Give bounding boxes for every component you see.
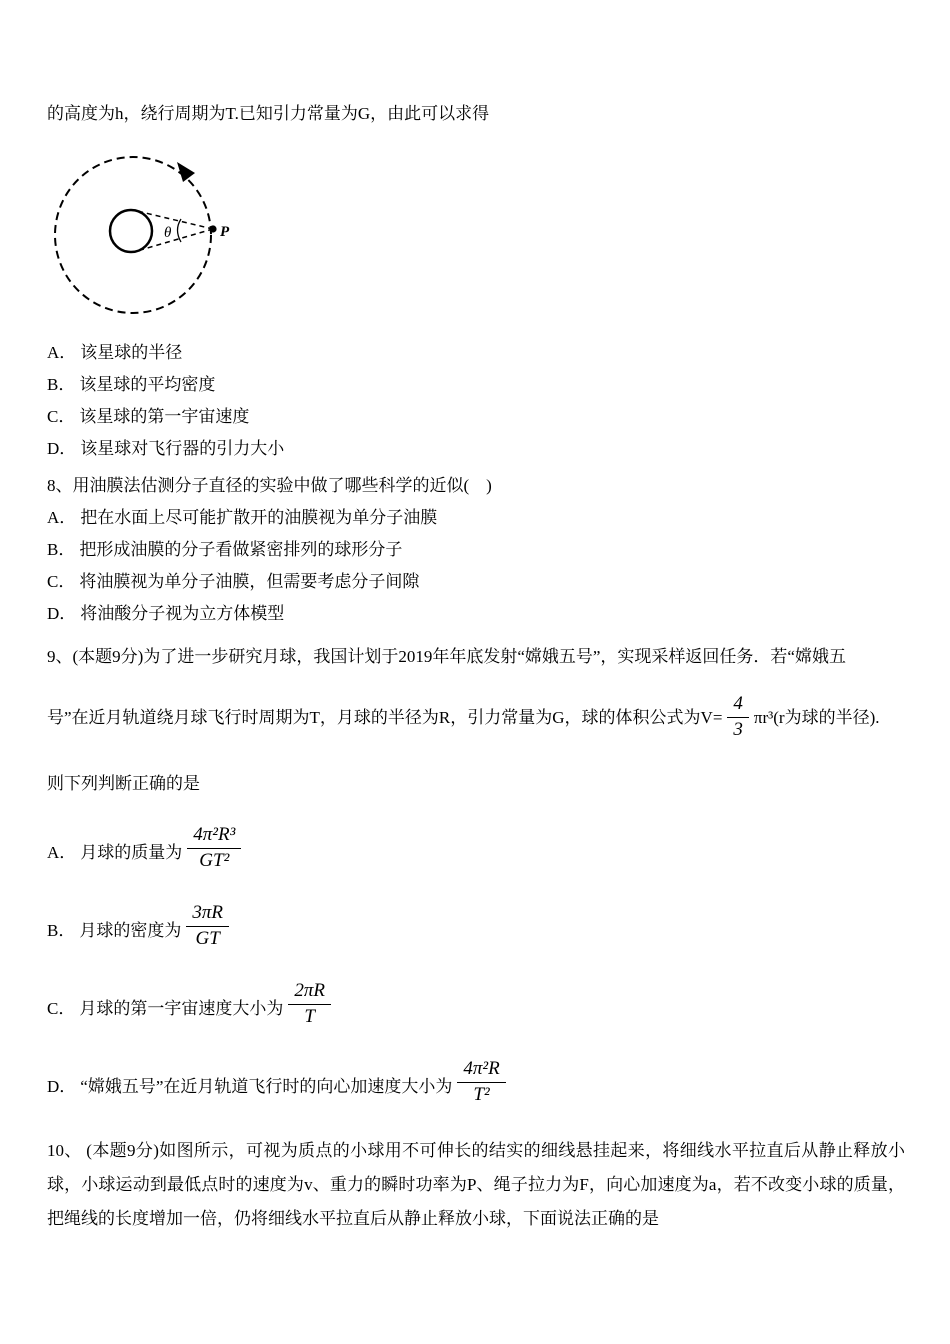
orbit-diagram-svg	[47, 149, 257, 321]
question9-option-c	[47, 978, 905, 1034]
option-fraction	[187, 824, 241, 873]
point-p-dot	[209, 225, 216, 232]
fraction-numerator: 4π²R	[457, 1058, 505, 1083]
option-text: “嫦娥五号”在近月轨道飞行时的向心加速度大小为	[80, 1076, 453, 1096]
option-text: 该星球的平均密度	[79, 374, 216, 394]
question7-option-c	[47, 401, 905, 433]
fraction-denominator: T²	[473, 1083, 490, 1105]
option-label: C．	[47, 571, 76, 591]
option-label: A．	[47, 342, 77, 362]
question9-option-b	[47, 900, 905, 956]
orbit-diagram	[47, 149, 905, 321]
option-label: B．	[47, 920, 76, 940]
stem-text: 号”在近月轨道绕月球飞行时周期为T，月球的半径为R，引力常量为G，球的体积公式为V=	[47, 708, 723, 728]
option-label: B．	[47, 539, 76, 559]
option-fraction	[186, 902, 229, 951]
option-fraction	[457, 1058, 505, 1107]
option-text: 月球的密度为	[79, 920, 182, 940]
option-label: C．	[47, 998, 76, 1018]
question7-intro: 的高度为h，绕行周期为T.已知引力常量为G，由此可以求得	[47, 104, 490, 123]
option-text: 该星球的第一宇宙速度	[79, 406, 250, 426]
option-label: D．	[47, 438, 77, 458]
question7-options	[47, 337, 905, 465]
fraction-denominator: GT	[195, 927, 220, 949]
question8-stem: 8、用油膜法估测分子直径的实验中做了哪些科学的近似( )	[47, 475, 492, 495]
fraction-denominator: T	[304, 1005, 315, 1027]
volume-fraction	[727, 693, 749, 742]
question7-option-b	[47, 369, 905, 401]
question9-option-a	[47, 822, 905, 878]
option-text: 月球的第一宇宙速度大小为	[79, 998, 284, 1018]
option-text: 把形成油膜的分子看做紧密排列的球形分子	[79, 539, 403, 559]
option-text: 把在水面上尽可能扩散开的油膜视为单分子油膜	[80, 507, 438, 527]
question10-stem: 10、 (本题9分)如图所示，可视为质点的小球用不可伸长的结实的细线悬挂起来，将细线水平拉直后从静止释放小球，小球运动到最低点时的速度为v、重力的瞬时功率为P、绳子拉力为F，向心加速度为a，若不改变小球的质量，把绳线的长度增加一倍，仍将细线水平拉直后从静止释放小球，下面说法正确的是	[47, 1141, 905, 1229]
option-label: A．	[47, 842, 77, 862]
question8-option-a	[47, 502, 905, 534]
stem-text: πr³(r为球的半径).	[753, 708, 880, 728]
question8-options	[47, 502, 905, 630]
fraction-numerator: 4π²R³	[187, 824, 241, 849]
option-text: 该星球的半径	[80, 342, 183, 362]
option-label: D．	[47, 1076, 77, 1096]
question7-option-d	[47, 433, 905, 465]
question9-stem-line1: 9、(本题9分)为了进一步研究月球，我国计划于2019年年底发射“嫦娥五号”，实现采样返回任务．若“嫦娥五	[47, 646, 846, 666]
option-label: B．	[47, 374, 76, 394]
question9-options	[47, 822, 905, 1112]
question9-option-d	[47, 1056, 905, 1112]
option-text: 将油膜视为单分子油膜，但需要考虑分子间隙	[79, 571, 420, 591]
option-text: 该星球对飞行器的引力大小	[80, 438, 285, 458]
point-p-label: P	[220, 223, 230, 240]
option-text: 将油酸分子视为立方体模型	[80, 603, 285, 623]
question9-stem-line3: 则下列判断正确的是	[47, 774, 200, 794]
fraction-numerator: 3πR	[186, 902, 229, 927]
planet-circle	[110, 210, 152, 252]
fraction-denominator: 3	[733, 718, 743, 740]
fraction-numerator: 4	[727, 693, 749, 718]
fraction-numerator: 2πR	[288, 980, 331, 1005]
question9-stem-line2	[47, 692, 905, 744]
option-text: 月球的质量为	[80, 842, 183, 862]
fraction-denominator: GT²	[199, 849, 230, 871]
question8-option-d	[47, 598, 905, 630]
option-label: A．	[47, 507, 77, 527]
option-label: D．	[47, 603, 77, 623]
option-label: C．	[47, 406, 76, 426]
question8-option-c	[47, 566, 905, 598]
theta-label: θ	[164, 224, 172, 241]
question7-option-a	[47, 337, 905, 369]
question8-option-b	[47, 534, 905, 566]
option-fraction	[288, 980, 331, 1029]
